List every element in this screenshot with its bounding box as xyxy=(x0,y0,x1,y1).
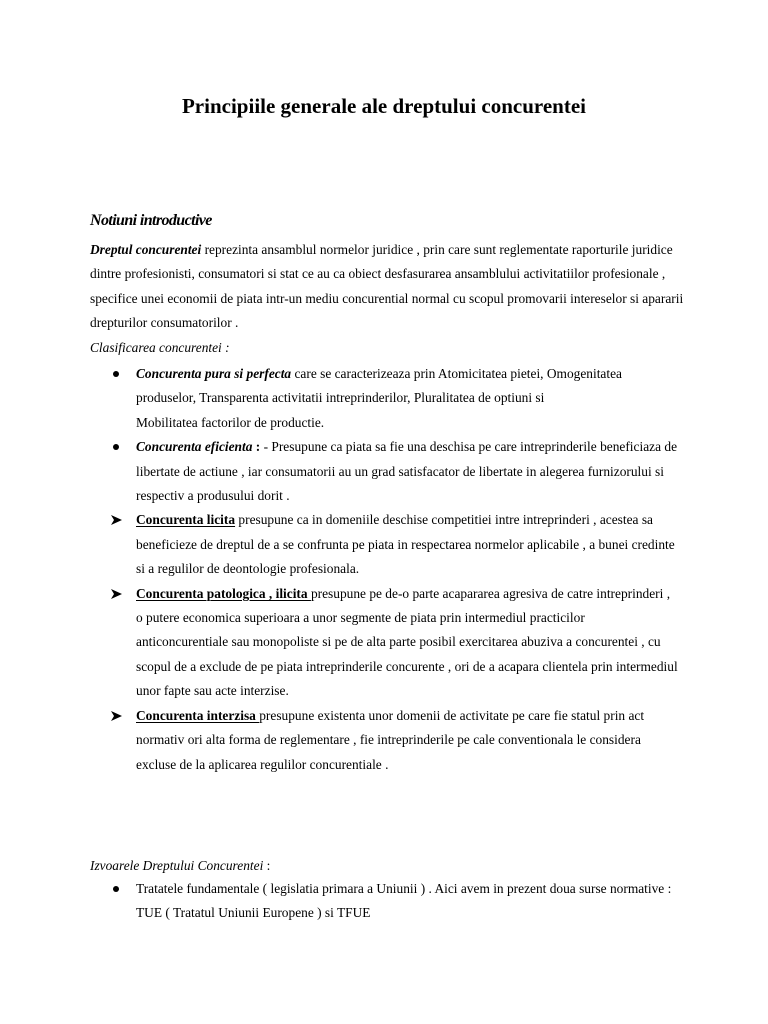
list-item xyxy=(0,362,680,435)
list-item xyxy=(0,582,680,704)
list-item xyxy=(0,877,680,926)
izvoare-label xyxy=(90,856,270,876)
item-lead-term: Concurenta eficienta xyxy=(136,439,253,455)
item-text-continued: Mobilitatea factorilor de productie. xyxy=(136,414,325,430)
list-item xyxy=(0,704,680,777)
intro-text: reprezinta ansamblul normelor juridice , prin care sunt reglementate raporturile juridice dintre profesionisti, consumatori si stat ce au ca obiect desfasurarea ansamblului activitatiilor profesionale , specifice unei economii de piata intr-un mediu concurential normal cu scopul promovarii intereselor si apararii drepturilor consumatorilor . xyxy=(90,242,684,331)
item-lead-term: Concurenta pura si perfecta xyxy=(136,366,292,381)
page-title: Principiile generale ale dreptului concurentei xyxy=(181,94,586,118)
izvoare-label-text: Izvoarele Dreptului Concurentei xyxy=(90,858,264,873)
item-text: presupune pe de-o parte acapararea agresiva de catre intreprinderi , o putere economica superioara a unor segmente de piata prin intermediul practicilor anticoncurentiale sau monopoliste si pe de alta parte posibil exercitarea abuziva a concurentei , cu scopul de a exclude de pe piata intreprinderile concurente , ori de a acapara clientela prin intermediul unor fapte sau acte interzise. xyxy=(136,585,678,699)
item-text: care se caracterizeaza prin Atomicitatea pietei, Omogenitatea produselor, Transparenta activitatii intreprinderilor, Pluralitatea de optiuni si xyxy=(136,366,622,406)
item-text: Tratatele fundamentale ( legislatia primara a Uniunii ) . Aici avem in prezent doua surse normative : TUE ( Tratatul Uniunii Europene ) si TFUE xyxy=(136,881,672,921)
intro-paragraph xyxy=(90,238,690,336)
clasificare-label: Clasificarea concurentei : xyxy=(90,340,230,355)
izvoare-list xyxy=(0,877,768,926)
item-lead-term: Concurenta patologica , ilicita xyxy=(136,585,311,601)
clasificare-list xyxy=(0,362,768,777)
intro-lead-term: Dreptul concurentei xyxy=(90,242,202,257)
item-text: - Presupune ca piata sa fie una deschisa pe care intreprinderile beneficiaza de libertate de actiune , iar consumatorii au un grad satisfacator de libertate in alegerea furnizorului si respectiv a produsului dorit . xyxy=(136,439,678,504)
list-item xyxy=(0,508,680,581)
list-item xyxy=(0,435,680,508)
section-heading: Notiuni introductive xyxy=(90,212,212,229)
item-lead-term: Concurenta interzisa xyxy=(136,707,260,723)
item-text: presupune ca in domeniile deschise competitiei intre intreprinderi , acestea sa beneficieze de dreptul de a se confrunta pe piata in respectarea normelor aplicabile , a bunei credinte si a regulilor de deontologie profesionala. xyxy=(136,512,675,577)
item-text: presupune existenta unor domenii de activitate pe care fie statul prin act normativ ori alta forma de reglementare , fie intreprinderile pe cale conventionala le considera excluse de la aplicarea regulilor concurentiale . xyxy=(136,707,645,772)
item-lead-term: Concurenta licita xyxy=(136,512,236,528)
izvoare-label-suffix: : xyxy=(263,858,271,873)
item-lead-suffix: : xyxy=(252,439,261,455)
